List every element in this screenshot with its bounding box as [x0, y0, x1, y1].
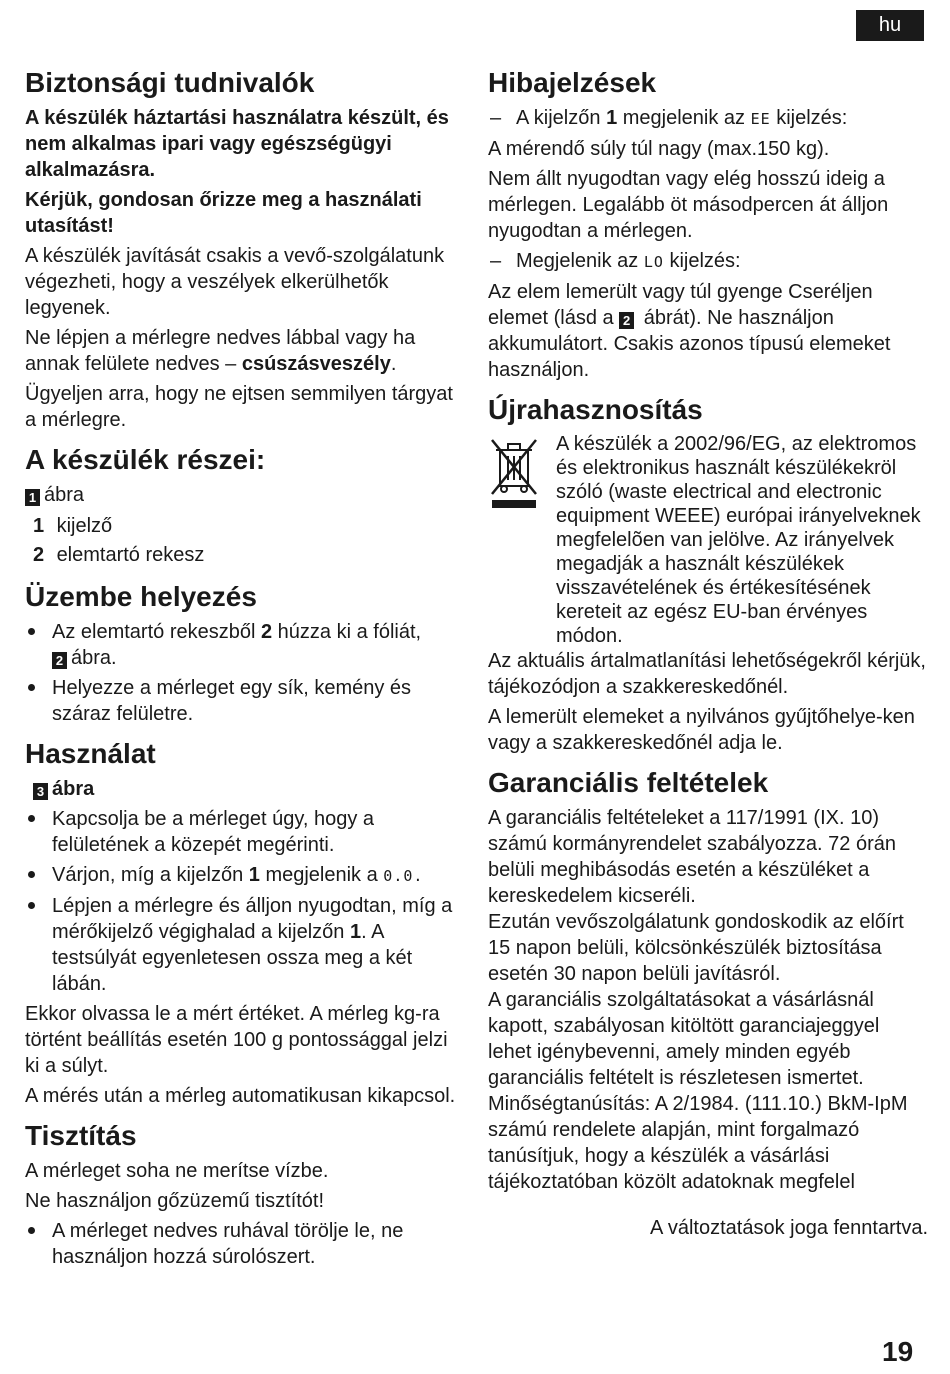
weee-text-block: [556, 432, 928, 648]
warranty-section: [488, 766, 928, 1241]
safety-wet-text: Ne lépjen a mérlegre nedves lábbal vagy ha annak felülete nedves – csúszásveszély.: [25, 327, 416, 375]
error-overload-text: A mérendő súly túl nagy (max.150 kg).: [488, 138, 830, 160]
parts-section: [25, 443, 465, 570]
usage-autooff-text: A mérés után a mérleg automatikusan kikapcsol.: [25, 1085, 456, 1107]
warranty-text-1: A garanciális feltételeket a 117/1991 (IX. 10) számú kormányrendelet szabályozza. 72 órán belüli meghibásodás esetén a készüléket a kereskedelem kicseréli.: [488, 807, 896, 907]
list-item: Várjon, míg a kijelzőn 1 megjelenik a 0.0.: [25, 862, 465, 889]
recycling-section: [488, 393, 928, 756]
weee-text: A készülék a 2002/96/EG, az elektromos és elektronikus használt készülékekröl szóló (waste electrical and electronic equipment WEEE) európai irányelveknek megfelelõen van jelölve. Az irányelvek megadják a használt készülékek visszavételének és értékesítésének kereteit az egész EU-ban érvényes módon.: [556, 433, 921, 647]
figure-ref: 1 ábra: [25, 482, 465, 508]
errors-heading: Hibajelzések: [488, 67, 657, 98]
cleaning-text-1: A mérleget soha ne merítse vízbe.: [25, 1160, 329, 1182]
lcd-lo-display: LO: [643, 253, 664, 271]
figure-number-badge: 3: [33, 783, 48, 800]
list-item: A mérleget nedves ruhával törölje le, ne használjon hozzá súrolószert.: [25, 1218, 465, 1270]
setup-section: [25, 580, 465, 727]
list-item: Helyezze a mérleget egy sík, kemény és száraz felületre.: [25, 675, 465, 727]
figure-number-badge: 2: [619, 312, 634, 329]
usage-heading: Használat: [25, 738, 156, 769]
parts-list: [33, 512, 465, 570]
cleaning-section: [25, 1119, 465, 1270]
safety-repair-text: A készülék javítását csakis a vevő-szolgálatunk végezheti, hogy a veszélyek elkerülhetők legyenek.: [25, 245, 445, 319]
right-column: [488, 66, 928, 1251]
rights-reserved-note: A változtatások joga fenntartva.: [650, 1217, 928, 1239]
weee-block: [488, 432, 928, 648]
parts-item: 1 kijelző: [33, 515, 113, 537]
recycling-disposal-text: Az aktuális ártalmatlanítási lehetőségekről kérjük, tájékozódjon a szakkereskedőnél.: [488, 650, 926, 698]
safety-section: [25, 66, 465, 433]
error-lo-item: – Megjelenik az LO kijelzés:: [488, 248, 928, 275]
safety-drop-text: Ügyeljen arra, hogy ne ejtsen semmilyen tárgyat a mérlegre.: [25, 383, 453, 431]
language-badge: hu: [856, 10, 924, 41]
safety-heading: Biztonsági tudnivalók: [25, 67, 315, 98]
list-item: Lépjen a mérlegre és álljon nyugodtan, míg a mérőkijelző végighalad a kijelzőn 1. A testsúlyát egyenletesen ossza meg a két lábán.: [25, 893, 465, 997]
setup-heading: Üzembe helyezés: [25, 581, 257, 612]
left-column: [25, 66, 465, 1280]
list-item: Kapcsolja be a mérleget úgy, hogy a felületének a közepét megérinti.: [25, 806, 465, 858]
safety-warning-keep-manual: Kérjük, gondosan őrizze meg a használati utasítást!: [25, 189, 422, 237]
parts-heading: A készülék részei:: [25, 444, 266, 475]
lcd-ee-display: EE: [750, 110, 771, 128]
warranty-text-3: A garanciális szolgáltatásokat a vásárlásnál kapott, szabályosan kitöltött garanciajeggyel lehet igénybevenni, amely minden egyéb garanciális feltételt is részletesen ismertet.: [488, 989, 880, 1089]
parts-item: 2 elemtartó rekesz: [33, 544, 205, 566]
errors-section: [488, 66, 928, 383]
figure-number-badge: 1: [25, 489, 40, 506]
warranty-heading: Garanciális feltételek: [488, 767, 769, 798]
page-number: 19: [882, 1336, 914, 1367]
safety-warning-household: A készülék háztartási használatra készült, és nem alkalmas ipari vagy egészségügyi alkalmazásra.: [25, 107, 449, 181]
cleaning-heading: Tisztítás: [25, 1120, 137, 1151]
list-item: Az elemtartó rekeszből 2 húzza ki a fóliát, 2 ábra.: [25, 619, 465, 671]
slip-hazard-label: csúszásveszély: [241, 353, 391, 375]
recycling-heading: Újrahasznosítás: [488, 394, 703, 425]
error-ee-item: – A kijelzőn 1 megjelenik az EE kijelzés:: [488, 105, 928, 132]
usage-section: [25, 737, 465, 1109]
recycling-battery-text: A lemerült elemeket a nyilvános gyűjtőhelye-ken vagy a szakkereskedőnél adja le.: [488, 706, 915, 754]
warranty-text-2: Ezután vevőszolgálatunk gondoskodik az előírt 15 napon belüli, kölcsönkészülék biztosítása esetén 30 napon belüli javításról.: [488, 911, 904, 985]
lcd-zero-display: 0.0.: [383, 867, 424, 885]
cleaning-list: [25, 1218, 465, 1270]
setup-list: [25, 619, 465, 727]
usage-list: [25, 806, 465, 997]
figure-number-badge: 2: [52, 652, 67, 669]
crossed-out-wheelie-bin-icon: [488, 432, 556, 648]
figure-ref: 3 ábra: [33, 776, 465, 802]
error-unstable-text: Nem állt nyugodtan vagy elég hosszú ideig a mérlegen. Legalább öt másodpercen át álljon nyugodtan a mérlegen.: [488, 168, 889, 242]
warranty-text-4: Minőségtanúsítás: A 2/1984. (111.10.) BkM-IpM számú rendelete alapján, mint forgalmazó tanúsítjuk, hogy a készülék a vásárlási tájékoztatóban közölt adatoknak megfelel: [488, 1093, 908, 1193]
cleaning-text-2: Ne használjon gőzüzemű tisztítót!: [25, 1190, 325, 1212]
usage-read-text: Ekkor olvassa le a mért értéket. A mérleg kg-ra történt beállítás esetén 100 g pontossággal jelzi ki a súlyt.: [25, 1003, 448, 1077]
error-battery-text: Az elem lemerült vagy túl gyenge Cseréljen elemet (lásd a 2 ábrát). Ne használjon akkumulátort. Csakis azonos típusú elemeket használjon.: [488, 281, 891, 381]
